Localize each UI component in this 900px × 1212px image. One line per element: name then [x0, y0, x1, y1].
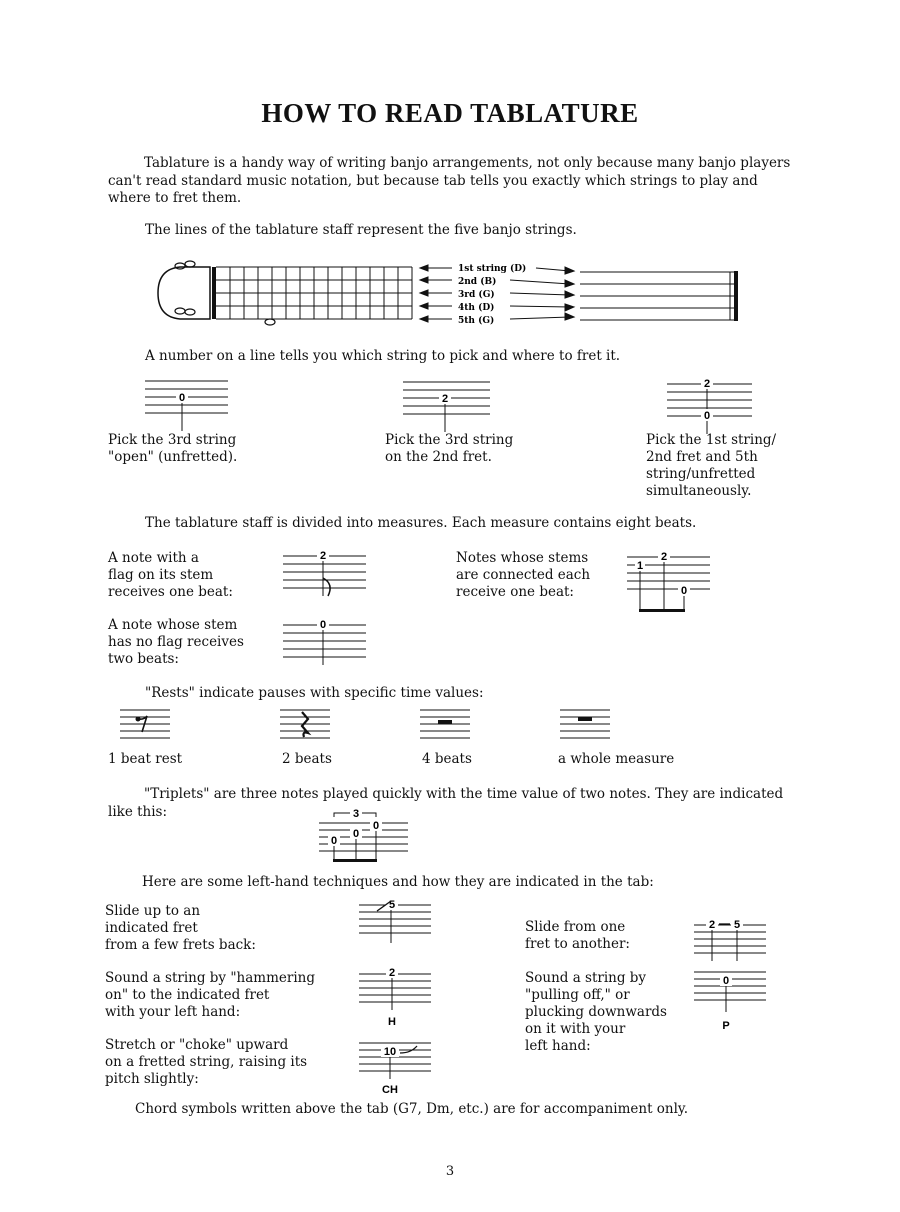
tab-connected-notes: [622, 547, 717, 615]
rest-one-beat-icon: [118, 706, 178, 742]
rest-whole-measure-icon: [558, 706, 618, 742]
technique-caption-slide-up: Slide up to an indicated fret from a few frets back:: [105, 903, 256, 953]
svg-text:0: 0: [722, 975, 730, 987]
intro-paragraph: Tablature is a handy way of writing banjo arrangements, not only because many banjo players can't read standard music notation, but because tab tells you exactly which strings to play and where to fret them.: [108, 155, 791, 206]
svg-text:0: 0: [330, 835, 338, 847]
tab-slide: [690, 911, 775, 961]
svg-text:2: 2: [388, 967, 396, 979]
rest-four-beats-icon: [418, 706, 478, 742]
banjo-neck-diagram: [150, 255, 750, 335]
rest-label-1: 1 beat rest: [108, 751, 183, 767]
svg-text:0: 0: [352, 828, 360, 840]
page-number: 3: [445, 1164, 455, 1179]
tab-example-2nd-fret: [398, 376, 498, 436]
svg-text:0: 0: [178, 392, 186, 404]
tab-example-open-3rd: [140, 375, 240, 435]
technique-caption-slide: Slide from one fret to another:: [525, 919, 630, 952]
tab-hammer-on: [355, 962, 440, 1030]
string-label-2: 2nd (B): [458, 277, 497, 287]
rests-intro: "Rests" indicate pauses with specific time values:: [145, 685, 484, 701]
beat-caption-no-flag: A note whose stem has no flag receives two beats:: [108, 617, 244, 667]
technique-caption-hammer: Sound a string by "hammering on" to the indicated fret with your left hand:: [105, 970, 316, 1020]
svg-text:5: 5: [733, 919, 741, 931]
example-caption-3: Pick the 1st string/ 2nd fret and 5th string/unfretted simultaneously.: [646, 432, 777, 499]
tab-no-flag-note: [278, 615, 373, 667]
svg-text:1: 1: [636, 560, 644, 572]
svg-text:CH: CH: [382, 1084, 398, 1096]
tab-pull-off: [690, 962, 775, 1032]
example-caption-2: Pick the 3rd string on the 2nd fret.: [385, 432, 514, 465]
beat-caption-flag: A note with a flag on its stem receives one beat:: [108, 550, 233, 600]
example-caption-1: Pick the 3rd string "open" (unfretted).: [108, 432, 238, 465]
svg-text:2: 2: [703, 378, 711, 390]
svg-text:H: H: [388, 1016, 396, 1028]
rest-two-beats-icon: [278, 706, 338, 742]
rest-label-2: 2 beats: [282, 751, 332, 767]
tab-triplet: [314, 807, 414, 867]
chord-note: Chord symbols written above the tab (G7, Dm, etc.) are for accompaniment only.: [135, 1101, 689, 1117]
rest-label-4: a whole measure: [558, 751, 675, 767]
svg-text:0: 0: [372, 820, 380, 832]
svg-text:0: 0: [319, 619, 327, 631]
svg-text:2: 2: [660, 551, 668, 563]
technique-caption-choke: Stretch or "choke" upward on a fretted string, raising its pitch slightly:: [105, 1037, 308, 1087]
rest-label-3: 4 beats: [422, 751, 472, 767]
tab-choke: [355, 1033, 440, 1098]
technique-caption-pull-off: Sound a string by "pulling off," or plucking downwards on it with your left hand:: [525, 970, 667, 1054]
tab-example-chord: [662, 374, 762, 436]
svg-text:3: 3: [352, 808, 360, 820]
beat-caption-connected: Notes whose stems are connected each receive one beat:: [456, 550, 591, 600]
svg-text:2: 2: [708, 919, 716, 931]
string-label-3: 3rd (G): [458, 290, 495, 300]
svg-text:2: 2: [441, 393, 449, 405]
string-label-1: 1st string (D): [458, 264, 527, 274]
lines-intro: The lines of the tablature staff represent the five banjo strings.: [145, 222, 577, 238]
page-title: HOW TO READ TABLATURE: [261, 98, 639, 128]
svg-text:10: 10: [383, 1046, 397, 1058]
tab-flag-note: [278, 548, 373, 600]
svg-text:2: 2: [319, 550, 327, 562]
techniques-intro: Here are some left-hand techniques and how they are indicated in the tab:: [142, 874, 654, 890]
svg-text:P: P: [722, 1020, 730, 1032]
svg-text:5: 5: [388, 899, 396, 911]
tab-slide-up: [355, 895, 440, 945]
number-intro: A number on a line tells you which string to pick and where to fret it.: [145, 348, 621, 364]
triplets-intro: "Triplets" are three notes played quickly with the time value of two notes. They are indicated like this:: [108, 786, 784, 820]
string-label-5: 5th (G): [458, 316, 495, 326]
measures-intro: The tablature staff is divided into measures. Each measure contains eight beats.: [145, 515, 697, 531]
svg-text:0: 0: [680, 585, 688, 597]
string-label-4: 4th (D): [458, 303, 495, 313]
svg-text:0: 0: [703, 410, 711, 422]
